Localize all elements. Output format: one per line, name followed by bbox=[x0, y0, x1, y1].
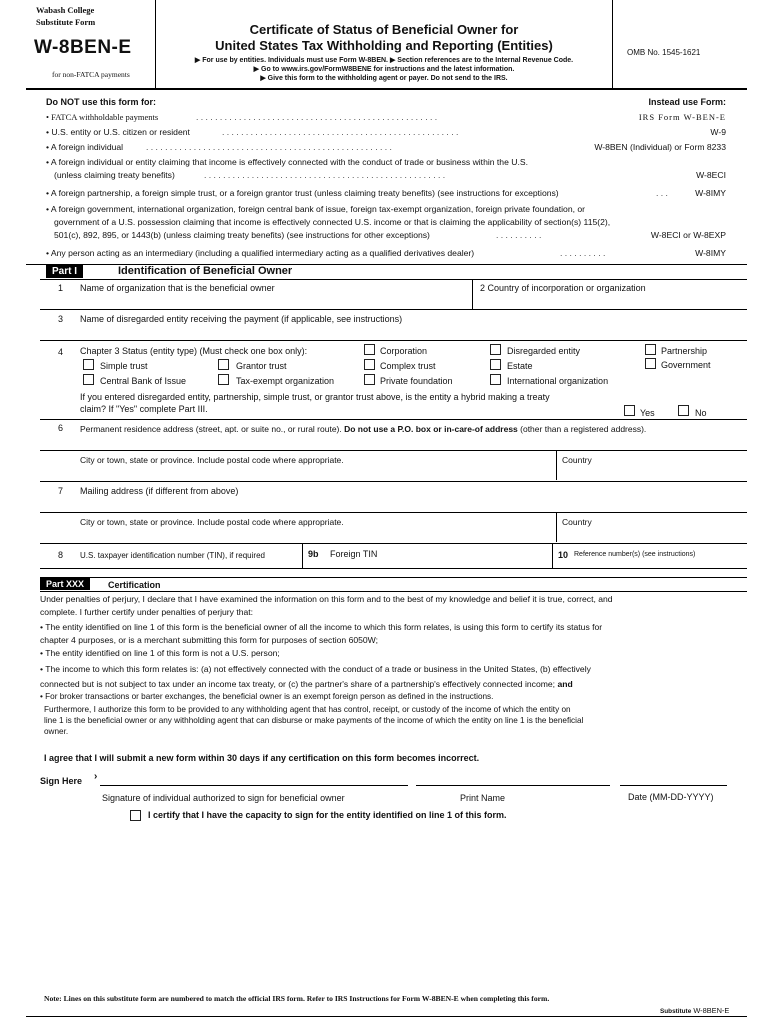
exclusion-row: • Any person acting as an intermediary (including a qualified intermediary acting as a qualified derivatives dealer) bbox=[46, 248, 475, 258]
line6-city-label: City or town, state or province. Include postal code where appropriate. bbox=[80, 455, 344, 465]
hybrid-question: If you entered disregarded entity, partnership, simple trust, or grantor trust above, is the entity a hybrid making a treaty bbox=[80, 392, 550, 402]
complex-trust-checkbox[interactable] bbox=[364, 359, 375, 370]
exclusion-form: W-8IMY bbox=[691, 188, 726, 198]
line4-label: Chapter 3 Status (entity type) (Must check one box only): bbox=[80, 346, 308, 356]
line7-country-input[interactable] bbox=[562, 529, 742, 541]
instruction-bullet-2: ▶ Go to www.irs.gov/FormW8BENE for instructions and the latest information. bbox=[253, 66, 515, 73]
line7-city-input[interactable] bbox=[80, 529, 550, 541]
line6-address-input[interactable] bbox=[80, 436, 740, 448]
print-name-label: Print Name bbox=[460, 793, 506, 803]
cert-text: chapter 4 purposes, or is a merchant submitting this form for purposes of section 6050W; bbox=[40, 635, 379, 645]
line8-label: U.S. taxpayer identification number (TIN), if required bbox=[80, 551, 265, 560]
omb-number: OMB No. 1545-1621 bbox=[627, 48, 701, 57]
date-label: Date (MM-DD-YYYY) bbox=[628, 792, 714, 802]
grantor-trust-checkbox[interactable] bbox=[218, 359, 229, 370]
exclusion-form: W-8BEN (Individual) or Form 8233 bbox=[590, 142, 726, 152]
exclusion-row: • U.S. entity or U.S. citizen or resident bbox=[46, 127, 190, 137]
cert-text: • The entity identified on line 1 of this form is not a U.S. person; bbox=[40, 648, 280, 658]
line6-city-input[interactable] bbox=[80, 467, 550, 479]
line3-label: Name of disregarded entity receiving the payment (if applicable, see instructions) bbox=[80, 314, 403, 324]
org-name: Wabash College bbox=[36, 5, 95, 15]
tax-exempt-checkbox[interactable] bbox=[218, 374, 229, 385]
exclusion-row: • A foreign partnership, a foreign simple trust, or a foreign grantor trust (unless claiming treaty benefits) (see instructions for exceptions) bbox=[46, 188, 559, 198]
line2-input[interactable] bbox=[478, 294, 742, 308]
estate-checkbox[interactable] bbox=[490, 359, 501, 370]
fatca-note: for non-FATCA payments bbox=[52, 70, 130, 79]
cert-text: Under penalties of perjury, I declare that I have examined the information on this form and to the best of my knowledge and belief it is true, correct, and bbox=[40, 594, 613, 604]
instruction-bullet-1: ▶ For use by entities. Individuals must use Form W-8BEN. ▶ Section references are to the Internal Revenue Code. bbox=[194, 57, 574, 64]
exclusion-row: • FATCA withholdable payments bbox=[46, 112, 159, 122]
substitute-form-label: Substitute Form bbox=[36, 17, 96, 27]
exclusion-form: W-9 bbox=[706, 127, 726, 137]
header-left-block bbox=[26, 0, 156, 88]
instruction-bullet-3: ▶ Give this form to the withholding agent or payer. Do not send to the IRS. bbox=[260, 75, 508, 82]
cert-text: owner. bbox=[44, 727, 69, 736]
line1-input[interactable] bbox=[80, 294, 468, 308]
line6-country-input[interactable] bbox=[562, 467, 742, 479]
corporation-checkbox[interactable] bbox=[364, 344, 375, 355]
part1-label: Part I bbox=[46, 265, 83, 278]
signature-input[interactable] bbox=[100, 772, 408, 785]
capacity-statement: I certify that I have the capacity to sign for the entity identified on line 1 of this form. bbox=[148, 810, 507, 820]
hybrid-yes-checkbox[interactable] bbox=[624, 405, 635, 416]
central-bank-checkbox[interactable] bbox=[83, 374, 94, 385]
government-checkbox[interactable] bbox=[645, 358, 656, 369]
instead-use-heading: Instead use Form: bbox=[648, 97, 726, 107]
exclusion-form: W-8IMY bbox=[691, 248, 726, 258]
simple-trust-checkbox[interactable] bbox=[83, 359, 94, 370]
certification-title: Certification bbox=[108, 580, 161, 590]
footer-form-id: Substitute W-8BEN-E bbox=[660, 1006, 730, 1015]
cert-text: Furthermore, I authorize this form to be provided to any withholding agent that has control, receipt, or custody of the income of which the entity on bbox=[44, 705, 571, 714]
disregarded-entity-checkbox[interactable] bbox=[490, 344, 501, 355]
line7-country-label: Country bbox=[562, 517, 592, 527]
line10-label: Reference number(s) (see instructions) bbox=[574, 551, 696, 558]
form-id: W-8BEN-E bbox=[34, 37, 132, 58]
agree-statement: I agree that I will submit a new form within 30 days if any certification on this form becomes incorrect. bbox=[44, 753, 480, 763]
exclusion-form: IRS Form W-BEN-E bbox=[635, 112, 726, 122]
cert-text: connected but is not subject to tax under an income tax treaty, or (c) the partner's share of a partnership's effectively connected income; and bbox=[40, 679, 573, 689]
cert-text: complete. I further certify under penalties of perjury that: bbox=[40, 607, 254, 617]
header-title-block bbox=[156, 0, 612, 88]
exclusion-form: W-8ECI bbox=[692, 170, 726, 180]
line7-city-label: City or town, state or province. Include postal code where appropriate. bbox=[80, 517, 344, 527]
line9b-label: Foreign TIN bbox=[330, 549, 378, 559]
line7-label: Mailing address (if different from above) bbox=[80, 486, 239, 496]
date-input[interactable] bbox=[620, 772, 727, 785]
exclusion-row: (unless claiming treaty benefits) bbox=[54, 170, 175, 180]
exclusion-row: • A foreign individual or entity claiming that income is effectively connected with the conduct of trade or business within the U.S. bbox=[46, 157, 528, 167]
private-foundation-checkbox[interactable] bbox=[364, 374, 375, 385]
signature-label: Signature of individual authorized to sign for beneficial owner bbox=[102, 793, 345, 803]
form-title-line2: United States Tax Withholding and Reporting (Entities) bbox=[215, 38, 553, 53]
certification-part-label: Part XXX bbox=[40, 578, 90, 590]
cert-text: • The entity identified on line 1 of this form is the beneficial owner of all the income to which this form relates, is using this form to certify its status for bbox=[40, 622, 603, 632]
part1-title: Identification of Beneficial Owner bbox=[118, 265, 293, 277]
line3-input[interactable] bbox=[80, 326, 740, 338]
line7-input[interactable] bbox=[80, 498, 740, 510]
exclusion-form: W-8ECI or W-8EXP bbox=[647, 230, 726, 240]
form-title-line1: Certificate of Status of Beneficial Owner for bbox=[249, 22, 519, 37]
exclusion-row: • A foreign government, international organization, foreign central bank of issue, foreign tax-exempt organization, foreign private foundation, or bbox=[46, 204, 586, 214]
print-name-input[interactable] bbox=[416, 772, 610, 785]
line6-country-label: Country bbox=[562, 455, 592, 465]
international-org-checkbox[interactable] bbox=[490, 374, 501, 385]
sign-arrow-icon: › bbox=[94, 771, 98, 782]
line6-label: Permanent residence address (street, apt. or suite no., or rural route). Do not use a P.O. box or in-care-of address (other than a registered address). bbox=[80, 424, 647, 434]
cert-text: • The income to which this form relates is: (a) not effectively connected with the conduct of a trade or business in the United States, (b) effectively bbox=[40, 664, 591, 674]
do-not-use-heading: Do NOT use this form for: bbox=[46, 97, 156, 107]
line1-label: Name of organization that is the beneficial owner bbox=[80, 283, 275, 293]
exclusion-row: government of a U.S. possession claiming that income is effectively connected U.S. income or that is claiming the applicability of section(s) 115(2), bbox=[54, 217, 611, 227]
partnership-checkbox[interactable] bbox=[645, 344, 656, 355]
hybrid-no-checkbox[interactable] bbox=[678, 405, 689, 416]
cert-text: line 1 is the beneficial owner or any withholding agent that can disburse or make payments of the income of which the entity on line 1 is the beneficial bbox=[44, 716, 584, 725]
line2-label: 2 Country of incorporation or organization bbox=[480, 283, 646, 293]
exclusion-row: 501(c), 892, 895, or 1443(b) (unless claiming treaty benefits) (see instructions for other exceptions) bbox=[54, 230, 430, 240]
capacity-checkbox[interactable] bbox=[130, 810, 141, 821]
sign-here-label: Sign Here bbox=[40, 776, 83, 786]
cert-text: • For broker transactions or barter exchanges, the beneficial owner is an exempt foreign person as defined in the instructions. bbox=[40, 692, 494, 701]
header-right-block bbox=[612, 0, 747, 88]
exclusion-row: • A foreign individual bbox=[46, 142, 124, 152]
footer-note: Note: Lines on this substitute form are numbered to match the official IRS form. Refer to IRS Instructions for Form W-8BEN-E when completing this form. bbox=[44, 994, 550, 1003]
